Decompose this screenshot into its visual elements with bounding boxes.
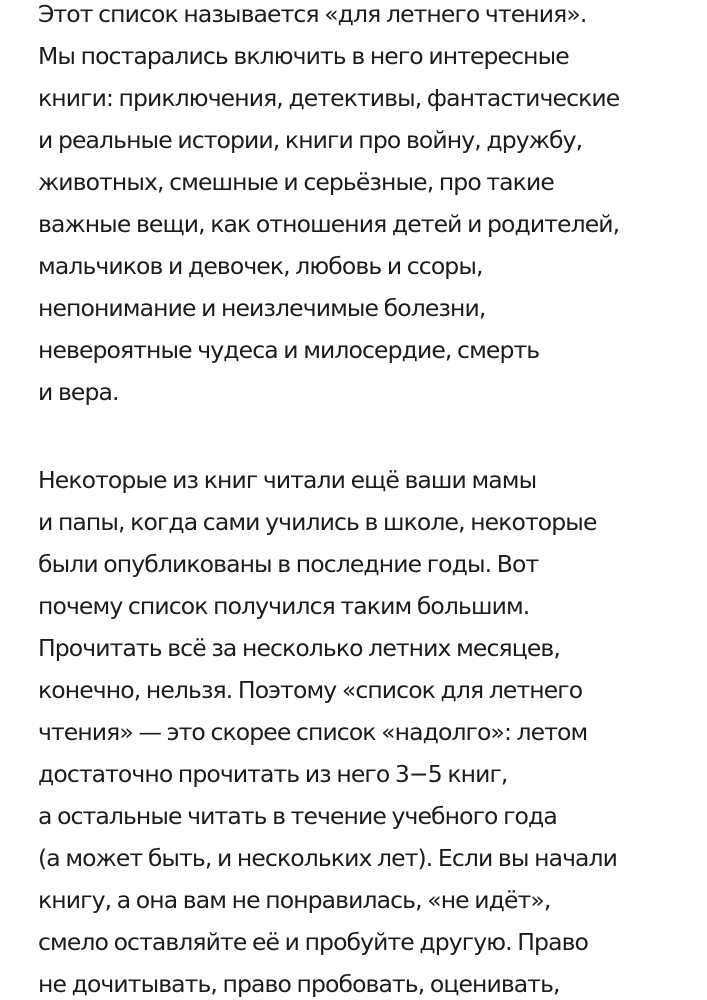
text-line: не дочитывать, право пробовать, оценивать, xyxy=(38,970,560,998)
paragraph-intro xyxy=(38,0,619,413)
text-line: книги: приключения, детективы, фантастические xyxy=(38,84,620,112)
text-line: чтения» — это скорее список «надолго»: летом xyxy=(38,718,588,746)
text-line: невероятные чудеса и милосердие, смерть xyxy=(38,336,540,364)
text-line: (а может быть, и нескольких лет). Если вы начали xyxy=(38,844,618,872)
text-line: непонимание и неизлечимые болезни, xyxy=(38,294,486,322)
text-line: животных, смешные и серьёзные, про такие xyxy=(38,168,554,196)
text-line: Прочитать всё за несколько летних месяцев, xyxy=(38,634,560,662)
text-line: а остальные читать в течение учебного года xyxy=(38,802,557,830)
text-line: важные вещи, как отношения детей и родителей, xyxy=(38,210,620,238)
text-line: мальчиков и девочек, любовь и ссоры, xyxy=(38,252,483,280)
text-line: достаточно прочитать из него 3−5 книг, xyxy=(38,760,508,788)
text-line: были опубликованы в последние годы. Вот xyxy=(38,550,539,578)
text-line: Этот список называется «для летнего чтения». xyxy=(38,0,587,28)
text-line: Мы постарались включить в него интересные xyxy=(38,42,569,70)
text-line: книгу, а она вам не понравилась, «не идёт», xyxy=(38,886,551,914)
text-line: и вера. xyxy=(38,378,119,406)
text-line: и реальные истории, книги про войну, дружбу, xyxy=(38,126,583,154)
text-line: почему список получился таким большим. xyxy=(38,592,530,620)
paragraph-reading-advice xyxy=(38,459,617,1000)
text-line: и папы, когда сами учились в школе, некоторые xyxy=(38,508,597,536)
text-line: Некоторые из книг читали ещё ваши мамы xyxy=(38,466,537,494)
text-line: смело оставляйте её и пробуйте другую. Право xyxy=(38,928,589,956)
text-line: конечно, нельзя. Поэтому «список для летнего xyxy=(38,676,583,704)
